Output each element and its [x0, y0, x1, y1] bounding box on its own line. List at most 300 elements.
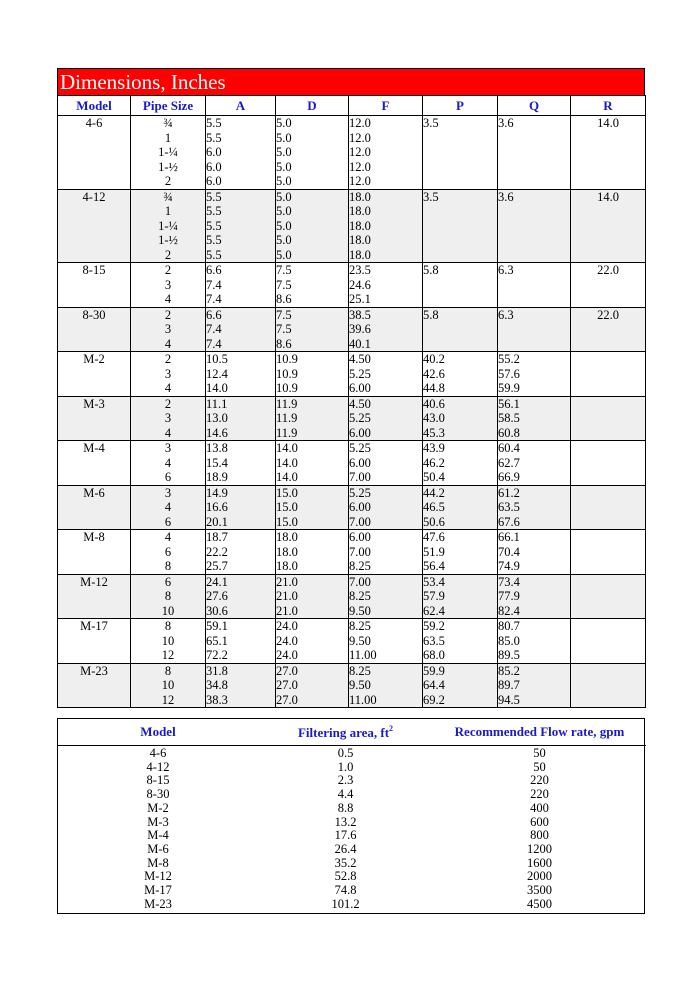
- cell-d: [276, 619, 349, 664]
- header-d: D: [276, 96, 349, 116]
- f-value: 23.5: [349, 263, 371, 277]
- d-value: 5.0: [276, 145, 292, 159]
- header-model: Model: [58, 96, 131, 116]
- a-value: 5.5: [206, 130, 222, 145]
- cell-q: [498, 116, 571, 190]
- f-value: 6.00: [349, 425, 371, 440]
- q-value: 57.6: [498, 366, 520, 381]
- flow-row: [58, 870, 646, 884]
- table-row: [58, 530, 646, 575]
- pipe-size-value: 1: [164, 130, 172, 145]
- pipe-size-value: 4: [164, 455, 172, 470]
- model-value: M-8: [83, 530, 105, 544]
- table-row: [58, 619, 646, 664]
- d-value: 5.0: [276, 247, 292, 262]
- d-value: 14.0: [276, 441, 298, 455]
- cell-f: [349, 663, 423, 708]
- cell-pipe-size: [131, 396, 206, 441]
- f-value: 12.0: [349, 159, 371, 174]
- cell-r: [571, 189, 646, 263]
- d-value: 24.0: [276, 619, 298, 633]
- flow-row: [58, 898, 646, 914]
- pipe-size-value: 2: [164, 352, 172, 366]
- f-value: 5.25: [349, 485, 371, 500]
- pipe-size-value: 4: [164, 381, 172, 395]
- dimensions-header-row: [58, 96, 646, 116]
- pipe-size-value: 3: [164, 366, 172, 381]
- flow-cell-rate: 800: [530, 828, 549, 843]
- a-value: 6.6: [206, 307, 222, 322]
- a-value: 13.0: [206, 411, 228, 425]
- d-value: 15.0: [276, 500, 298, 514]
- pipe-size-value: 8: [164, 589, 172, 603]
- cell-p: [423, 396, 498, 441]
- flow-row: [58, 774, 646, 788]
- pipe-size-value: 3: [164, 322, 172, 336]
- f-value: 5.25: [349, 441, 371, 455]
- cell-model: [58, 116, 131, 190]
- d-value: 5.0: [276, 174, 292, 188]
- a-value: 11.1: [206, 396, 228, 411]
- p-value: 51.9: [423, 544, 445, 559]
- flow-cell-model: M-8: [147, 855, 169, 870]
- table-row: [58, 352, 646, 397]
- a-value: 5.5: [206, 116, 222, 130]
- p-value: 3.5: [423, 116, 439, 130]
- header-p: P: [423, 96, 498, 116]
- cell-pipe-size: [131, 530, 206, 575]
- d-value: 10.9: [276, 366, 298, 381]
- flow-row: [58, 802, 646, 816]
- d-value: 7.5: [276, 307, 292, 322]
- q-value: 82.4: [498, 603, 520, 618]
- f-value: 11.00: [349, 648, 377, 662]
- pipe-size-value: 2: [164, 247, 172, 262]
- cell-model: [58, 441, 131, 486]
- pipe-size-value: 3: [164, 441, 172, 455]
- cell-r: [571, 352, 646, 397]
- d-value: 11.9: [276, 411, 298, 425]
- d-value: 18.0: [276, 544, 298, 559]
- f-value: 18.0: [349, 204, 371, 218]
- f-value: 7.00: [349, 544, 371, 559]
- a-value: 34.8: [206, 678, 228, 692]
- q-value: 85.2: [498, 663, 520, 678]
- f-value: 9.50: [349, 633, 371, 648]
- a-value: 65.1: [206, 633, 228, 648]
- cell-f: [349, 485, 423, 530]
- cell-p: [423, 116, 498, 190]
- d-value: 5.0: [276, 204, 292, 218]
- flow-cell-area: 4.4: [337, 787, 354, 802]
- a-value: 38.3: [206, 692, 228, 707]
- q-value: 94.5: [498, 692, 520, 707]
- f-value: 4.50: [349, 352, 371, 366]
- a-value: 5.5: [206, 218, 222, 233]
- cell-a: [206, 530, 276, 575]
- flow-cell-model: M-6: [147, 841, 169, 856]
- d-value: 11.9: [276, 425, 298, 440]
- q-value: 56.1: [498, 396, 520, 411]
- q-value: 66.1: [498, 530, 520, 544]
- cell-f: [349, 189, 423, 263]
- f-value: 7.00: [349, 574, 371, 589]
- flow-cell-rate: 4500: [527, 896, 552, 911]
- r-value: 14.0: [597, 189, 619, 204]
- q-value: 74.9: [498, 559, 520, 573]
- p-value: 59.9: [423, 663, 445, 678]
- f-value: 38.5: [349, 307, 371, 322]
- header-a: A: [206, 96, 276, 116]
- cell-r: [571, 530, 646, 575]
- flow-cell-model: M-12: [144, 869, 172, 884]
- f-value: 12.0: [349, 130, 371, 145]
- pipe-size-value: 3: [164, 411, 172, 425]
- cell-model: [58, 619, 131, 664]
- cell-f: [349, 396, 423, 441]
- pipe-size-value: 4: [164, 292, 172, 306]
- p-value: 44.2: [423, 485, 445, 500]
- q-value: 73.4: [498, 574, 520, 589]
- cell-r: [571, 263, 646, 308]
- q-value: 60.8: [498, 425, 520, 440]
- d-value: 11.9: [276, 396, 298, 411]
- flow-cell-rate: 220: [530, 787, 549, 802]
- d-value: 21.0: [276, 574, 298, 589]
- q-value: 77.9: [498, 589, 520, 603]
- a-value: 22.2: [206, 544, 228, 559]
- model-value: 4-12: [82, 189, 106, 204]
- model-value: 8-30: [82, 307, 106, 322]
- cell-p: [423, 189, 498, 263]
- d-value: 8.6: [276, 336, 292, 351]
- cell-p: [423, 307, 498, 352]
- cell-f: [349, 530, 423, 575]
- f-value: 6.00: [349, 455, 371, 470]
- pipe-size-value: 6: [164, 544, 172, 559]
- flow-table: [58, 719, 646, 913]
- f-value: 5.25: [349, 366, 371, 381]
- cell-pipe-size: [131, 352, 206, 397]
- f-value: 18.0: [349, 189, 371, 204]
- cell-q: [498, 663, 571, 708]
- cell-q: [498, 396, 571, 441]
- f-value: 12.0: [349, 116, 371, 130]
- d-value: 5.0: [276, 189, 292, 204]
- f-value: 18.0: [349, 233, 371, 247]
- d-value: 14.0: [276, 455, 298, 470]
- flow-cell-rate: 600: [530, 814, 549, 829]
- cell-q: [498, 263, 571, 308]
- cell-f: [349, 619, 423, 664]
- a-value: 5.5: [206, 233, 222, 247]
- cell-a: [206, 485, 276, 530]
- cell-p: [423, 530, 498, 575]
- a-value: 16.6: [206, 500, 228, 514]
- f-value: 8.25: [349, 619, 371, 633]
- a-value: 10.5: [206, 352, 228, 366]
- flow-cell-area: 1.0: [337, 759, 354, 774]
- cell-d: [276, 396, 349, 441]
- a-value: 5.5: [206, 204, 222, 218]
- cell-a: [206, 574, 276, 619]
- cell-pipe-size: [131, 189, 206, 263]
- p-value: 3.5: [423, 189, 439, 204]
- flow-row: [58, 788, 646, 802]
- cell-r: [571, 485, 646, 530]
- cell-f: [349, 441, 423, 486]
- flow-cell-rate: 2000: [527, 869, 552, 884]
- q-value: 6.3: [498, 307, 514, 322]
- p-value: 46.2: [423, 455, 445, 470]
- pipe-size-value: 1-½: [158, 159, 178, 174]
- pipe-size-value: 8: [164, 559, 172, 573]
- pipe-size-value: 1-¼: [158, 145, 178, 159]
- q-value: 61.2: [498, 485, 520, 500]
- p-value: 53.4: [423, 574, 445, 589]
- a-value: 31.8: [206, 663, 228, 678]
- model-value: M-4: [83, 441, 105, 455]
- p-value: 42.6: [423, 366, 445, 381]
- r-value: 14.0: [597, 116, 619, 130]
- q-value: 89.7: [498, 678, 520, 692]
- pipe-size-value: 1-¼: [158, 218, 178, 233]
- d-value: 7.5: [276, 277, 292, 292]
- cell-q: [498, 530, 571, 575]
- flow-cell-rate: 50: [533, 759, 546, 774]
- cell-d: [276, 352, 349, 397]
- a-value: 15.4: [206, 455, 228, 470]
- table-row: [58, 189, 646, 263]
- cell-model: [58, 396, 131, 441]
- flow-cell-model: M-17: [144, 883, 172, 898]
- p-value: 64.4: [423, 678, 445, 692]
- q-value: 60.4: [498, 441, 520, 455]
- flow-cell-rate: 3500: [527, 883, 552, 898]
- a-value: 6.0: [206, 159, 222, 174]
- flow-row: [58, 816, 646, 830]
- d-value: 10.9: [276, 352, 298, 366]
- cell-d: [276, 189, 349, 263]
- pipe-size-value: 10: [161, 633, 175, 648]
- cell-q: [498, 619, 571, 664]
- cell-p: [423, 663, 498, 708]
- d-value: 7.5: [276, 263, 292, 277]
- flow-cell-area: 74.8: [334, 883, 357, 898]
- q-value: 85.0: [498, 633, 520, 648]
- flow-header-rate: Recommended Flow rate, gpm: [433, 719, 646, 746]
- flow-cell-model: 4-12: [146, 759, 170, 774]
- cell-f: [349, 574, 423, 619]
- f-value: 9.50: [349, 603, 371, 618]
- model-value: M-6: [83, 485, 105, 500]
- a-value: 5.5: [206, 247, 222, 262]
- a-value: 5.5: [206, 189, 222, 204]
- pipe-size-value: ¾: [163, 189, 173, 204]
- flow-cell-rate: 1200: [527, 841, 552, 856]
- cell-a: [206, 352, 276, 397]
- a-value: 25.7: [206, 559, 228, 573]
- q-value: 70.4: [498, 544, 520, 559]
- f-value: 24.6: [349, 277, 371, 292]
- flow-cell-area: 35.2: [334, 855, 357, 870]
- flow-header-area: [258, 719, 433, 746]
- cell-f: [349, 116, 423, 190]
- p-value: 69.2: [423, 692, 445, 707]
- pipe-size-value: 12: [161, 692, 175, 707]
- a-value: 7.4: [206, 322, 222, 336]
- f-value: 12.0: [349, 174, 371, 188]
- cell-d: [276, 530, 349, 575]
- q-value: 67.6: [498, 514, 520, 529]
- cell-a: [206, 307, 276, 352]
- cell-r: [571, 574, 646, 619]
- f-value: 12.0: [349, 145, 371, 159]
- q-value: 89.5: [498, 648, 520, 662]
- f-value: 6.00: [349, 381, 371, 395]
- cell-p: [423, 441, 498, 486]
- cell-pipe-size: [131, 307, 206, 352]
- cell-r: [571, 663, 646, 708]
- a-value: 18.7: [206, 530, 228, 544]
- d-value: 15.0: [276, 514, 298, 529]
- table-row: [58, 116, 646, 190]
- f-value: 39.6: [349, 322, 371, 336]
- f-value: 18.0: [349, 218, 371, 233]
- pipe-size-value: 1-½: [158, 233, 178, 247]
- d-value: 18.0: [276, 559, 298, 573]
- cell-a: [206, 263, 276, 308]
- p-value: 59.2: [423, 619, 445, 633]
- a-value: 14.9: [206, 485, 228, 500]
- cell-d: [276, 116, 349, 190]
- f-value: 8.25: [349, 663, 371, 678]
- q-value: 3.6: [498, 189, 514, 204]
- pipe-size-value: ¾: [163, 116, 173, 130]
- cell-r: [571, 116, 646, 190]
- d-value: 5.0: [276, 130, 292, 145]
- flow-header-area-label: Filtering area, ft: [297, 724, 390, 740]
- cell-d: [276, 263, 349, 308]
- flow-header-model: Model: [58, 719, 258, 746]
- d-value: 8.6: [276, 292, 292, 306]
- a-value: 7.4: [206, 277, 222, 292]
- q-value: 59.9: [498, 381, 520, 395]
- cell-a: [206, 396, 276, 441]
- flow-section: [57, 718, 645, 914]
- a-value: 30.6: [206, 603, 228, 618]
- p-value: 63.5: [423, 633, 445, 648]
- d-value: 5.0: [276, 116, 292, 130]
- q-value: 80.7: [498, 619, 520, 633]
- cell-pipe-size: [131, 485, 206, 530]
- d-value: 5.0: [276, 218, 292, 233]
- flow-cell-area: 0.5: [337, 746, 354, 760]
- dimensions-table: [57, 95, 646, 708]
- flow-cell-rate: 400: [530, 800, 549, 815]
- a-value: 7.4: [206, 336, 222, 351]
- flow-cell-area: 13.2: [334, 814, 357, 829]
- pipe-size-value: 3: [164, 485, 172, 500]
- cell-model: [58, 189, 131, 263]
- cell-r: [571, 619, 646, 664]
- flow-row: [58, 829, 646, 843]
- a-value: 14.6: [206, 425, 228, 440]
- pipe-size-value: 2: [164, 307, 172, 322]
- d-value: 27.0: [276, 692, 298, 707]
- flow-cell-model: M-23: [144, 896, 172, 911]
- f-value: 11.00: [349, 692, 377, 707]
- cell-model: [58, 307, 131, 352]
- cell-model: [58, 352, 131, 397]
- table-row: [58, 307, 646, 352]
- p-value: 43.9: [423, 441, 445, 455]
- flow-cell-rate: 220: [530, 773, 549, 788]
- a-value: 18.9: [206, 470, 228, 484]
- d-value: 21.0: [276, 603, 298, 618]
- flow-row: [58, 884, 646, 898]
- cell-q: [498, 352, 571, 397]
- flow-cell-area: 2.3: [337, 773, 354, 788]
- cell-pipe-size: [131, 663, 206, 708]
- q-value: 3.6: [498, 116, 514, 130]
- d-value: 5.0: [276, 233, 292, 247]
- dimensions-title: Dimensions, Inches: [57, 68, 645, 95]
- cell-p: [423, 619, 498, 664]
- q-value: 55.2: [498, 352, 520, 366]
- d-value: 5.0: [276, 159, 292, 174]
- pipe-size-value: 2: [164, 263, 172, 277]
- table-row: [58, 574, 646, 619]
- header-f: F: [349, 96, 423, 116]
- cell-q: [498, 574, 571, 619]
- a-value: 14.0: [206, 381, 228, 395]
- pipe-size-value: 4: [164, 336, 172, 351]
- pipe-size-value: 12: [161, 648, 175, 662]
- a-value: 12.4: [206, 366, 228, 381]
- p-value: 56.4: [423, 559, 445, 573]
- d-value: 10.9: [276, 381, 298, 395]
- f-value: 9.50: [349, 678, 371, 692]
- q-value: 6.3: [498, 263, 514, 277]
- pipe-size-value: 8: [164, 619, 172, 633]
- f-value: 40.1: [349, 336, 371, 351]
- p-value: 68.0: [423, 648, 445, 662]
- cell-d: [276, 663, 349, 708]
- cell-p: [423, 352, 498, 397]
- r-value: 22.0: [597, 307, 619, 322]
- pipe-size-value: 4: [164, 425, 172, 440]
- p-value: 5.8: [423, 307, 439, 322]
- flow-header-row: [58, 719, 646, 746]
- p-value: 45.3: [423, 425, 445, 440]
- cell-p: [423, 574, 498, 619]
- cell-model: [58, 663, 131, 708]
- cell-d: [276, 441, 349, 486]
- f-value: 5.25: [349, 411, 371, 425]
- cell-q: [498, 441, 571, 486]
- p-value: 57.9: [423, 589, 445, 603]
- d-value: 18.0: [276, 530, 298, 544]
- q-value: 62.7: [498, 455, 520, 470]
- table-row: [58, 396, 646, 441]
- flow-cell-area: 17.6: [334, 828, 357, 843]
- a-value: 13.8: [206, 441, 228, 455]
- a-value: 6.0: [206, 145, 222, 159]
- flow-cell-model: M-2: [147, 800, 169, 815]
- pipe-size-value: 2: [164, 174, 172, 188]
- p-value: 50.4: [423, 470, 445, 484]
